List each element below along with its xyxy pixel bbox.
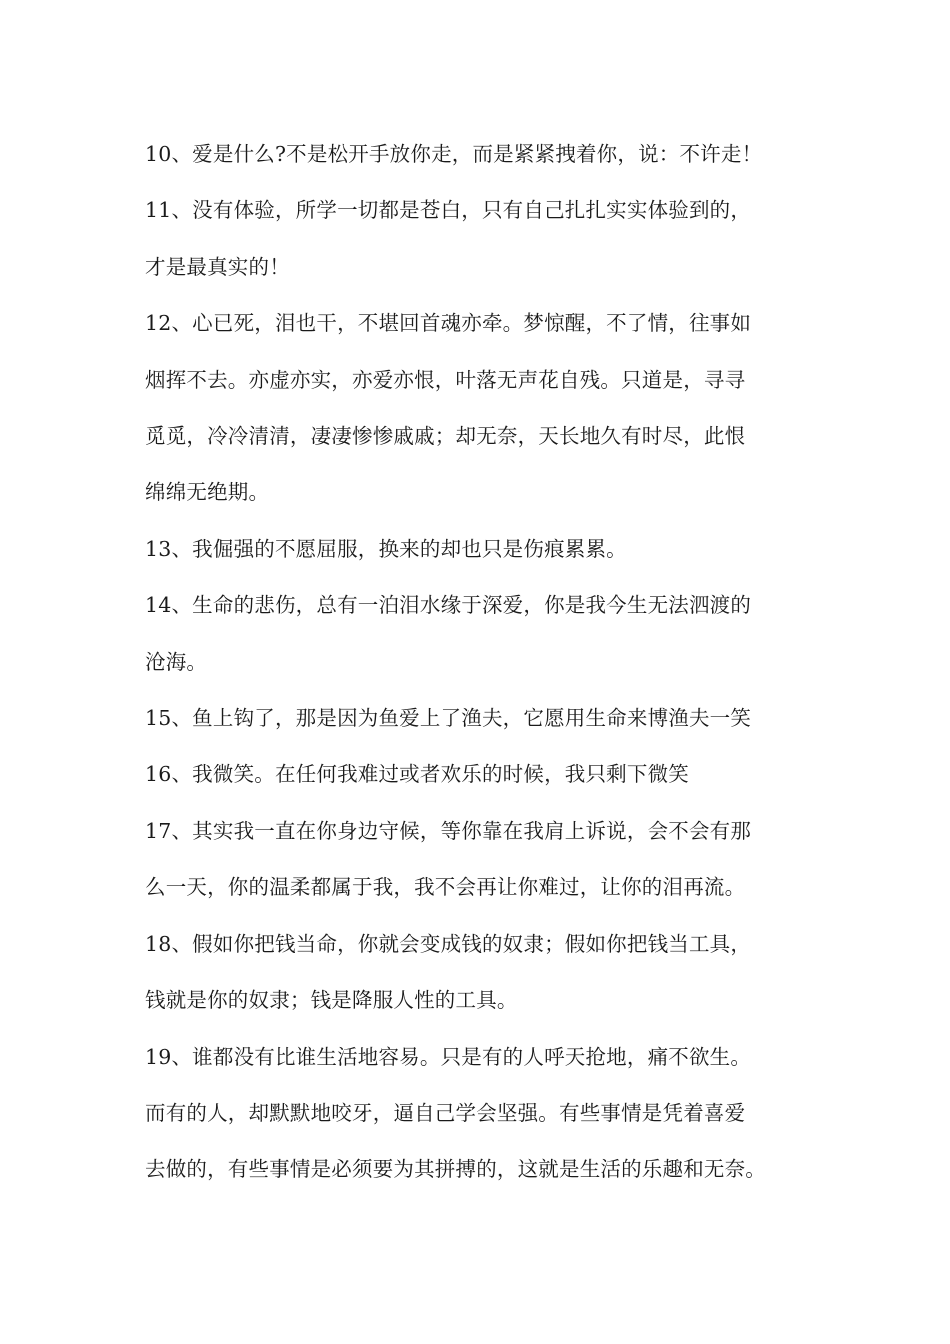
paragraph-14 xyxy=(145,577,809,690)
paragraph-line: 烟挥不去。亦虚亦实，亦爱亦恨，叶落无声花自残。只道是，寻寻 xyxy=(145,367,746,392)
paragraph-13 xyxy=(145,521,809,577)
paragraph-19 xyxy=(145,1029,809,1198)
paragraph-line: 觅觅，冷冷清清，凄凄惨惨戚戚；却无奈，天长地久有时尽，此恨 xyxy=(145,424,746,449)
paragraph-line: 么一天，你的温柔都属于我，我不会再让你难过，让你的泪再流。 xyxy=(145,875,746,900)
paragraph-line: 18、假如你把钱当命，你就会变成钱的奴隶；假如你把钱当工具， xyxy=(145,931,752,956)
paragraph-18 xyxy=(145,916,809,1029)
paragraph-line: 才是最真实的！ xyxy=(145,254,290,279)
paragraph-line: 10、爱是什么?不是松开手放你走，而是紧紧拽着你，说：不许走！ xyxy=(145,142,763,166)
paragraph-line: 绵绵无绝期。 xyxy=(145,480,270,505)
paragraph-16 xyxy=(145,746,809,802)
paragraph-line: 12、心已死，泪也干，不堪回首魂亦牵。梦惊醒，不了情，往事如 xyxy=(145,311,752,336)
paragraph-10 xyxy=(145,126,809,182)
paragraph-12 xyxy=(145,295,809,521)
paragraph-line: 17、其实我一直在你身边守候，等你靠在我肩上诉说，会不会有那 xyxy=(145,818,752,843)
paragraph-line: 沧海。 xyxy=(145,649,208,674)
paragraph-line: 去做的，有些事情是必须要为其拼搏的，这就是生活的乐趣和无奈。 xyxy=(145,1157,766,1182)
paragraph-line: 14、生命的悲伤，总有一泊泪水缘于深爱，你是我今生无法泗渡的 xyxy=(145,593,752,618)
paragraph-line: 19、谁都没有比谁生活地容易。只是有的人呼天抢地，痛不欲生。 xyxy=(145,1044,752,1069)
paragraph-15 xyxy=(145,690,809,746)
paragraph-11 xyxy=(145,182,809,295)
paragraph-line: 16、我微笑。在任何我难过或者欢乐的时候，我只剩下微笑 xyxy=(145,762,689,787)
paragraph-line: 13、我倔强的不愿屈服，换来的却也只是伤痕累累。 xyxy=(145,536,627,561)
paragraph-17 xyxy=(145,803,809,916)
paragraph-line: 而有的人，却默默地咬牙，逼自己学会坚强。有些事情是凭着喜爱 xyxy=(145,1100,746,1125)
paragraph-line: 11、没有体验，所学一切都是苍白，只有自己扎扎实实体验到的， xyxy=(145,198,752,223)
document-body xyxy=(145,126,809,1198)
paragraph-line: 15、鱼上钩了，那是因为鱼爱上了渔夫，它愿用生命来博渔夫一笑 xyxy=(145,706,752,731)
paragraph-line: 钱就是你的奴隶；钱是降服人性的工具。 xyxy=(145,988,518,1013)
